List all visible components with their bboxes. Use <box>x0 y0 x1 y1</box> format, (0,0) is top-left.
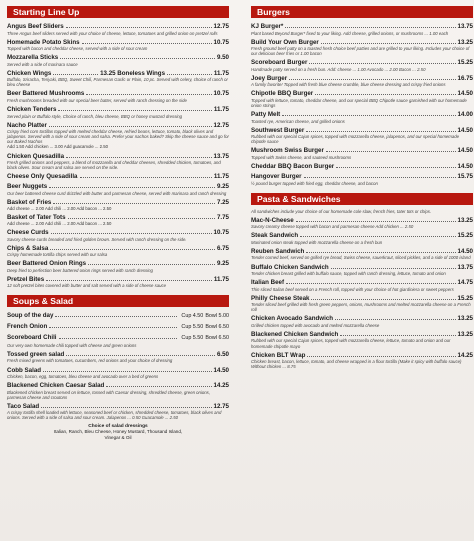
menu-item-line <box>251 146 473 154</box>
menu-item-description: Served plain or Buffalo style, Choice of ranch, bleu cheese, BBQ or honey mustard dressing <box>7 113 183 119</box>
menu-item-description: Chicken breast, bacon, lettuce, tomato, and cheese wrapped in a flour tortilla (Make it spicy with buffalo sauce) Without chicken ... 8.75 <box>251 359 462 370</box>
menu-item-price: 9.25 <box>216 260 229 268</box>
menu-item-price: 9.25 <box>216 183 229 191</box>
menu-item <box>7 228 229 242</box>
leader-dots <box>46 275 212 281</box>
leader-dots <box>309 58 455 64</box>
menu-item-name: Steak Sandwich <box>251 232 299 240</box>
menu-item-name: Mac-N-Cheese <box>251 216 294 224</box>
menu-item-line <box>251 38 473 46</box>
menu-item-line <box>7 198 229 206</box>
menu-item-name: Basket of Fries <box>7 198 52 206</box>
menu-item-description: Buffalo, Sriracha, Teriyaki, BBQ, Sweet Chili, Parmesan Garlic or Plain, 10 pc. Served with celery, choice of ranch or bleu cheese <box>7 77 228 88</box>
leader-dots <box>55 311 177 317</box>
menu-item-name: Mushroom Swiss Burger <box>251 147 324 155</box>
menu-item-line <box>7 381 229 389</box>
menu-item-description: Our beer battered cheese curd drizzled with butter and parmesan cheese, served with marinara and ranch dressing <box>7 190 227 196</box>
menu-item <box>7 53 229 67</box>
menu-item-description: Deep fried to perfection beer battered onion rings served with ranch dressing <box>7 267 153 273</box>
section-header-soups-salad: Soups & Salad <box>7 295 229 307</box>
menu-item-price: 13.25 <box>457 216 473 224</box>
menu-item-price: 14.50 <box>457 147 473 155</box>
menu-item-price: 11.75 <box>213 106 229 114</box>
menu-item <box>7 402 229 421</box>
menu-item-line <box>7 105 229 113</box>
menu-item-line <box>251 314 473 322</box>
menu-item-description: Crispy homemade tortilla chips served with our salsa <box>7 252 108 258</box>
menu-item-price: 7.75 <box>216 213 229 221</box>
menu-item-description: Three Angus beef sliders served with your choice of cheese, lettuce, tomatoes and grilled onion on pretzel rolls <box>7 30 218 36</box>
menu-item-description: Savory creamy cheese topped with bacon and parmesan cheese Add chicken ... 2.50 <box>251 224 414 230</box>
menu-item-name: Chicken BLT Wrap <box>251 351 306 359</box>
menu-item-name: Beer Battered Onion Rings <box>7 260 87 268</box>
leader-dots <box>304 172 456 178</box>
leader-dots <box>289 74 455 80</box>
leader-dots <box>43 366 211 372</box>
section-header-starting-line-up: Starting Line Up <box>7 6 229 18</box>
menu-item-price: 13.25 <box>457 330 473 338</box>
menu-item-price: 13.25 <box>457 315 473 323</box>
menu-item-price: 14.75 <box>457 279 473 287</box>
leader-dots <box>331 263 456 269</box>
menu-item-description: ½ pound burger topped with fried egg, cheddar cheese, and bacon <box>251 180 378 186</box>
leader-dots <box>336 162 455 168</box>
leader-dots <box>50 244 215 250</box>
dressings-line-2: Vinegar & Oil <box>104 434 132 440</box>
menu-item-name: Angus Beef Sliders <box>7 23 64 30</box>
menu-item <box>7 333 229 348</box>
leader-dots <box>326 146 456 152</box>
menu-item-line <box>7 213 229 221</box>
menu-item-name: Pretzel Bites <box>7 275 45 283</box>
menu-item-name: Chicken Avocado Sandwich <box>251 315 334 323</box>
menu-item-line <box>7 244 229 252</box>
menu-item-name: Buffalo Chicken Sandwich <box>251 263 329 271</box>
menu-item <box>7 38 229 52</box>
menu-item-name: Chipotle BBQ Burger <box>251 90 314 98</box>
menu-item <box>7 105 229 119</box>
menu-item <box>7 311 229 320</box>
menu-item-line <box>7 322 229 331</box>
menu-item-line <box>7 350 229 358</box>
menu-item-description: Crispy fried corn tortillas topped with melted cheddar cheese, refried beans, lettuce, tomato, black olives and jalapenos. Served with a side of sour cream and salsa. Prefer your nachos baked? Skip the cheese sauce and go for our Baked Nachos <box>7 129 229 145</box>
leader-dots <box>285 22 455 28</box>
menu-item <box>7 69 229 88</box>
menu-item-price: 15.75 <box>457 173 473 181</box>
menu-item-name: Cheese Only Quesadilla <box>7 173 78 181</box>
menu-item-price: 13.75 <box>457 23 473 30</box>
menu-item-price: 14.50 <box>457 163 473 171</box>
dressings-title: Choice of salad dressings <box>88 423 148 429</box>
leader-dots <box>49 322 177 328</box>
menu-item-price: 14.50 <box>457 90 473 98</box>
menu-item-line <box>251 247 473 255</box>
menu-item <box>251 278 473 292</box>
leader-dots <box>321 38 456 44</box>
menu-item-name: Homemade Potato Skins <box>7 38 80 46</box>
menu-item-name: Philly Cheese Steak <box>251 294 310 302</box>
bowl-price: Bowl 6.50 <box>205 324 229 331</box>
leader-dots <box>80 172 212 178</box>
menu-item-description: Topped with bacon and cheddar cheese, served with a side of sour cream <box>7 46 148 52</box>
menu-item-price: 9.50 <box>216 54 229 62</box>
menu-item-price: 14.25 <box>457 351 473 359</box>
menu-item-description: Tender sliced beef grilled with fresh green peppers, onions, mushrooms and melted mozzarella cheese on a French roll <box>251 302 471 313</box>
menu-item-price: 14.25 <box>213 382 229 390</box>
menu-item-line <box>7 228 229 236</box>
menu-item <box>251 22 473 36</box>
leader-dots <box>282 110 455 116</box>
menu-item-line <box>7 53 229 61</box>
soups-items-list <box>7 311 229 420</box>
menu-item-description: Tender corned beef, served on grilled rye bread, Swiss cheese, sauerkraut, sliced pickles, and a side of 1000 island <box>251 255 471 261</box>
menu-item-line <box>7 121 229 129</box>
menu-item-line <box>7 366 229 374</box>
menu-item-name: Chicken Tenders <box>7 106 57 114</box>
menu-item <box>7 259 229 273</box>
menu-item <box>251 58 473 72</box>
menu-item-line <box>7 38 229 46</box>
menu-item-description: Handmade patty served on a fresh bun. Add: cheese ... 1.00 Avocado ... 2.00 Bacon ... 2.50 <box>251 66 426 72</box>
menu-item-price: 10.75 <box>213 90 229 98</box>
leader-dots <box>300 231 455 237</box>
menu-item-name: Beer Battered Mushrooms <box>7 90 85 98</box>
leader-dots <box>296 216 456 222</box>
menu-item-name: Blackened Chicken Caesar Salad <box>7 382 105 390</box>
menu-item-description: Savory cheese curds breaded and fried golden brown. Served with ranch dressing on the side. <box>7 236 187 242</box>
menu-item-description: Tender chicken breast grilled with buffalo sauce, topped with ranch dressing, lettuce, tomato and onion <box>251 271 446 276</box>
menu-item-addons: Add 1.50 Add chicken ... 3.00 Add guacamole ... 2.50 <box>7 144 109 150</box>
menu-item <box>251 172 473 186</box>
leader-dots <box>53 69 98 75</box>
menu-item-line <box>7 333 229 342</box>
menu-item-price: 12.75 <box>213 402 229 410</box>
burgers-items-list <box>251 22 473 186</box>
menu-item-price: 12.75 <box>213 23 229 30</box>
leader-dots <box>311 294 455 300</box>
cup-price: Cup 4.50 <box>181 313 204 320</box>
menu-item-line <box>7 402 229 410</box>
menu-item-name: Patty Melt <box>251 111 281 119</box>
leader-dots <box>49 121 212 127</box>
menu-item <box>7 366 229 380</box>
menu-item-description: Fresh ground beef patty on a toasted fresh choice beef patties and are grilled to your liking. Includes your choice of our delicious beer fries or 1.00 bacon <box>251 46 470 57</box>
menu-item <box>7 89 229 103</box>
menu-item-name: Joey Burger <box>251 74 288 82</box>
menu-item <box>251 247 473 261</box>
menu-item-price: 14.00 <box>457 111 473 119</box>
menu-item-name: Chips & Salsa <box>7 244 49 252</box>
menu-item-price: 11.75 <box>213 173 229 181</box>
menu-item <box>251 38 473 57</box>
menu-item-name: Beer Nuggets <box>7 183 48 191</box>
bowl-price: Bowl 5.00 <box>205 313 229 320</box>
menu-item-name: KJ Burger* <box>251 23 284 30</box>
menu-item-name: French Onion <box>7 323 48 331</box>
starting-items-list <box>7 22 229 288</box>
menu-item-name: Southwest Burger <box>251 126 305 134</box>
menu-item-description: Thin sliced Italian beef served on a French roll, topped with your choice of hot giardiniera or sweet peppers <box>251 286 454 292</box>
menu-item <box>7 172 229 180</box>
menu-item-name: Soup of the day <box>7 312 54 320</box>
menu-item-line <box>251 162 473 170</box>
menu-item-name: Cobb Salad <box>7 366 42 374</box>
menu-item-line <box>251 126 473 134</box>
menu-item <box>7 121 229 150</box>
menu-item-name: Tossed green salad <box>7 350 65 358</box>
leader-dots <box>86 89 211 95</box>
menu-item-description: Blackened chicken breast served on lettuce, tossed with Caesar dressing, shredded cheese, green onions, parmesan cheese and croutons <box>7 389 211 400</box>
leader-dots <box>315 89 455 95</box>
leader-dots <box>82 38 212 44</box>
menu-item-name: Chicken Quesadilla <box>7 152 65 160</box>
menu-item-description: Toasted rye, American cheese, and grilled onions <box>251 118 345 124</box>
menu-item-name: Cheddar BBQ Bacon Burger <box>251 163 335 171</box>
menu-item-line <box>251 172 473 180</box>
menu-item-price: 13.25 <box>457 38 473 46</box>
menu-item-line <box>251 89 473 97</box>
menu-item-name: Taco Salad <box>7 402 40 410</box>
menu-item-description: Fresh mushrooms breaded with our special beer batter, served with ranch dressing on the side <box>7 97 187 103</box>
sandwich-intro: All sandwiches include your choice of our homemade cole slaw, french fries, tater tots or chips. <box>251 208 432 214</box>
pasta-items-list <box>251 216 473 370</box>
menu-item <box>251 74 473 88</box>
menu-item <box>251 89 473 108</box>
menu-item-description: Marinated onion steak topped with mozzarella cheese on a fresh bun <box>251 239 383 245</box>
menu-item-description: Fresh mixed greens with tomatoes, cucumbers, red onions and your choice of dressing <box>7 358 173 364</box>
leader-dots <box>88 259 215 265</box>
menu-item <box>7 152 229 171</box>
menu-item-line <box>251 351 473 359</box>
menu-item-line <box>251 263 473 271</box>
menu-item <box>251 162 473 170</box>
leader-dots <box>49 182 215 188</box>
menu-item-line <box>251 278 473 286</box>
menu-item-price: 10.75 <box>213 229 229 236</box>
menu-item-name: Blackened Chicken Sandwich <box>251 330 339 338</box>
menu-item-price: 6.75 <box>216 244 229 252</box>
leader-dots <box>307 351 455 357</box>
menu-item-name: Nacho Platter <box>7 121 47 129</box>
menu-item-description: Topped with lettuce, tomato, cheddar cheese, and our special BBQ Chipotle sauce garnished with our homemade onion strings <box>251 97 467 109</box>
leader-dots <box>167 69 212 75</box>
menu-item-price: 15.25 <box>457 59 473 67</box>
menu-item-line <box>251 330 473 338</box>
menu-item-line <box>7 89 229 97</box>
menu-item <box>251 110 473 124</box>
menu-item <box>7 244 229 258</box>
leader-dots <box>53 198 215 204</box>
menu-item-description: Fresh grilled onions and peppers, a blend of mozzarella and cheddar cheeses, shredded chicken, tomatoes, and black olives. Sour cream and salsa are served on the side. <box>7 160 221 171</box>
menu-item-line <box>251 294 473 302</box>
menu-item <box>7 22 229 36</box>
section-header-burgers: Burgers <box>251 6 473 18</box>
menu-item-price: 14.50 <box>213 366 229 374</box>
leader-dots <box>58 105 211 111</box>
menu-item-description: Grilled chicken topped with avocado and melted mozzarella cheese <box>251 322 380 328</box>
menu-item-name-secondary: 13.25 Boneless Wings <box>100 69 166 77</box>
menu-item-line <box>251 58 473 66</box>
menu-item-price: 7.25 <box>216 198 229 206</box>
salad-dressings-note <box>7 424 229 441</box>
menu-item-name: Basket of Tater Tots <box>7 213 66 221</box>
menu-item-description: Our very own homemade chili topped with cheese and green onions <box>7 342 137 348</box>
leader-dots <box>66 152 211 158</box>
leader-dots <box>51 228 212 234</box>
menu-item-price: 16.75 <box>457 74 473 82</box>
leader-dots <box>41 402 211 408</box>
left-column <box>7 6 229 440</box>
menu-item <box>7 182 229 196</box>
menu-item-line <box>7 22 229 30</box>
menu-item-name: Chicken Wings <box>7 69 52 77</box>
bowl-price: Bowl 6.50 <box>205 335 229 342</box>
menu-item-line <box>251 74 473 82</box>
menu-item-name: Mozzarella Sticks <box>7 54 59 62</box>
menu-item-description: Plant based Beyond Burger* fixed to your liking. Add cheese, grilled onions, or mushrooms ... 1.00 each <box>251 30 449 36</box>
menu-item <box>251 330 473 349</box>
leader-dots <box>66 350 215 356</box>
menu-item-addons: Add cheese ... 2.00 Add chili ... 2.00 Add bacon ... 2.50 <box>7 220 112 226</box>
menu-item-name: Cheese Curds <box>7 229 49 236</box>
menu-item-price: 15.25 <box>457 232 473 240</box>
menu-item-line <box>7 311 229 320</box>
menu-item-price: 10.75 <box>213 38 229 46</box>
menu-item-price: 13.75 <box>213 152 229 160</box>
menu-item <box>251 216 473 230</box>
menu-item <box>251 263 473 277</box>
leader-dots <box>286 278 456 284</box>
menu-item <box>251 231 473 245</box>
menu-item <box>251 314 473 328</box>
menu-item <box>7 381 229 400</box>
menu-item-name: Scoreboard Chili <box>7 334 57 342</box>
menu-item-name: Build Your Own Burger <box>251 38 319 46</box>
leader-dots <box>106 381 211 387</box>
menu-item-price: 11.75 <box>213 275 229 283</box>
cup-price: Cup 5.50 <box>181 335 204 342</box>
leader-dots <box>335 314 455 320</box>
menu-item <box>7 275 229 289</box>
menu-item-line <box>7 172 229 180</box>
menu-item-addons: Add cheese ... 2.00 Add chili ... 2.00 Add bacon ... 2.50 <box>7 205 112 211</box>
menu-item-line <box>251 216 473 224</box>
menu-item <box>251 146 473 160</box>
menu-item-price: 13.75 <box>457 263 473 271</box>
menu-item-price: 12.75 <box>213 121 229 129</box>
menu-item <box>251 351 473 370</box>
menu-item <box>7 350 229 364</box>
menu-item-line <box>7 69 229 77</box>
right-column <box>251 6 473 371</box>
menu-item-name: Italian Beef <box>251 279 285 287</box>
menu-item <box>251 126 473 145</box>
menu-item <box>7 198 229 211</box>
menu-item <box>7 213 229 226</box>
menu-item-line <box>7 182 229 190</box>
menu-item-name: Hangover Burger <box>251 173 302 181</box>
menu-item <box>7 322 229 331</box>
leader-dots <box>68 213 215 219</box>
menu-item-name: Reuben Sandwich <box>251 247 305 255</box>
leader-dots <box>340 330 455 336</box>
menu-item-description: A family favorite! Topped with fresh blue cheese crumble, blue cheese dressing and crispy fried onions <box>251 82 446 88</box>
menu-item-line <box>7 275 229 283</box>
menu-item-line <box>7 259 229 267</box>
menu-item-price: 15.25 <box>457 294 473 302</box>
menu-item-description: Rubbed with our special Cajun spices, topped with mozzarella cheese, jalapenos, and our special homemade chipotle sauce <box>251 134 460 145</box>
menu-item-price: 14.50 <box>457 126 473 134</box>
menu-item-line <box>251 110 473 118</box>
menu-item-description: 12 soft pretzel bites covered with butter and salt served with a side of cheese sauce <box>7 283 167 289</box>
menu-item-price: 14.50 <box>457 247 473 255</box>
menu-item-description: Served with a side of marinara sauce <box>7 61 78 67</box>
menu-item-line <box>7 152 229 160</box>
leader-dots <box>306 126 455 132</box>
menu-item-description: Chicken, bacon, egg, tomatoes, bleu cheese and avocado over a bed of greens <box>7 374 159 380</box>
menu-item <box>251 294 473 313</box>
menu-item-description: A crispy tortilla shell loaded with lettuce, seasoned beef or chicken, shredded cheese, tomatoes, black olives and onions. Served with a side of salsa and sour cream. Jalapenos ... 0.50 Guacamole ... 2.50 <box>7 410 222 421</box>
cup-price: Cup 5.50 <box>181 324 204 331</box>
menu-item-price: 6.50 <box>216 350 229 358</box>
menu-item-name: Scoreboard Burger <box>251 59 308 67</box>
leader-dots <box>59 333 178 339</box>
menu-item-line <box>251 22 473 30</box>
leader-dots <box>306 247 455 253</box>
menu-item-description: Topped with Swiss cheese, and sauteed mushrooms <box>251 154 352 160</box>
leader-dots <box>60 53 215 59</box>
menu-item-line <box>251 231 473 239</box>
menu-item-description: Rubbed with our special Cajun spices, topped with mozzarella cheese, lettuce, tomato and onion and our homemade chipotle mayo <box>251 338 451 349</box>
dressings-line-1: Italian, Ranch, Bleu Cheese, Honey Mustard, Thousand Island, <box>53 429 183 435</box>
leader-dots <box>66 22 212 28</box>
section-header-pasta-sandwiches: Pasta & Sandwiches <box>251 193 473 205</box>
menu-item-price: 11.75 <box>213 69 229 77</box>
